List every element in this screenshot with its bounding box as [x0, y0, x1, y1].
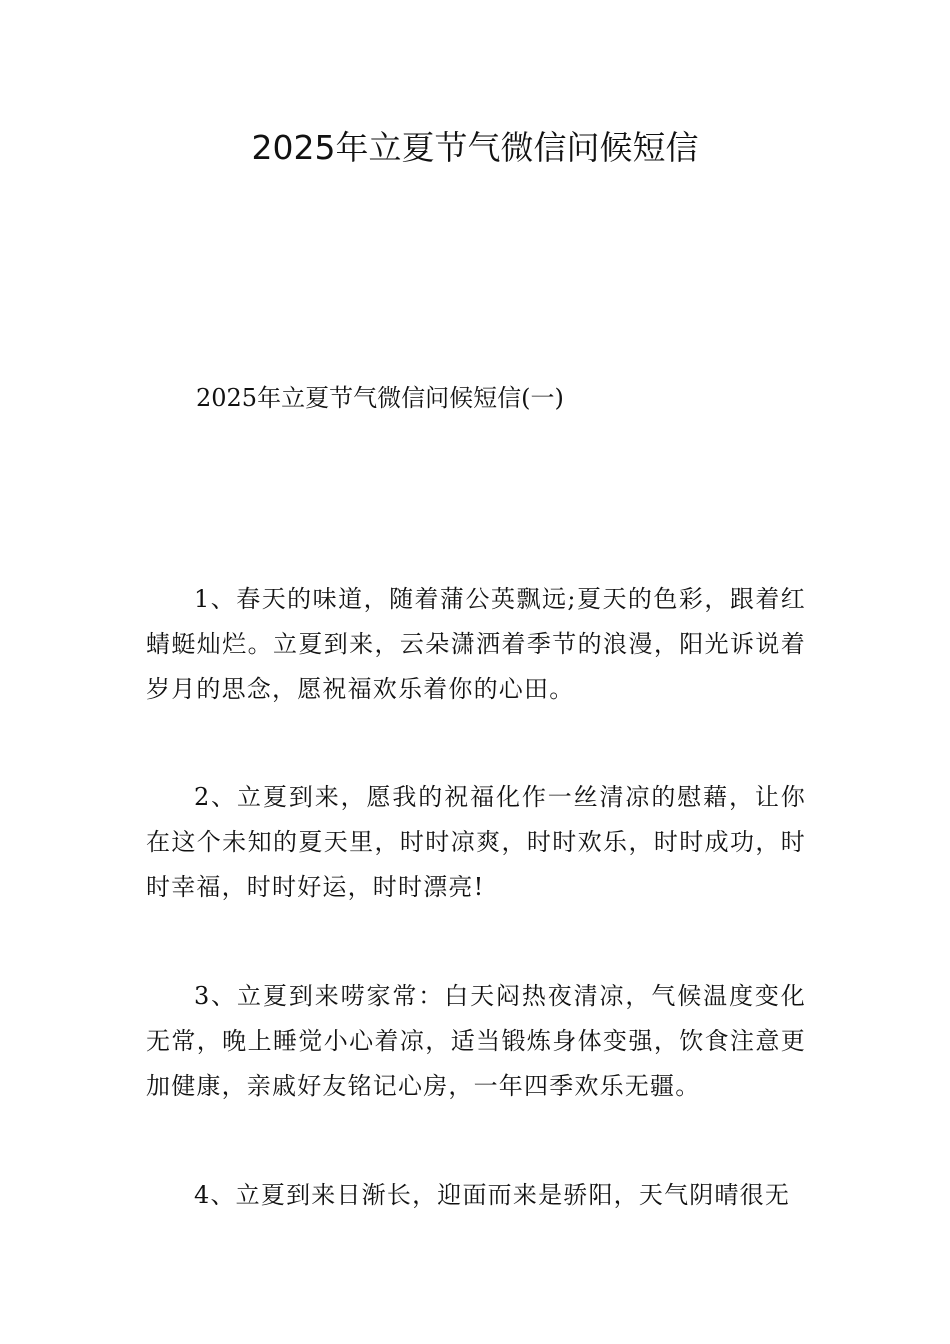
- section-heading: 2025年立夏节气微信问候短信(一): [196, 384, 564, 412]
- greeting-paragraph-2: 2、立夏到来，愿我的祝福化作一丝清凉的慰藉，让你在这个未知的夏天里，时时凉爽，时时欢乐，时时成功，时时幸福，时时好运，时时漂亮!: [146, 783, 806, 901]
- greeting-paragraph-1: 1、春天的味道，随着蒲公英飘远;夏天的色彩，跟着红蜻蜓灿烂。立夏到来，云朵潇洒着季节的浪漫，阳光诉说着岁月的思念，愿祝福欢乐着你的心田。: [146, 585, 806, 703]
- document-title: 2025年立夏节气微信问候短信: [251, 128, 699, 167]
- greeting-paragraph-4: 4、立夏到来日渐长，迎面而来是骄阳，天气阴晴很无: [194, 1181, 791, 1209]
- greeting-paragraph-3: 3、立夏到来唠家常：白天闷热夜清凉，气候温度变化无常，晚上睡觉小心着凉，适当锻炼身体变强，饮食注意更加健康，亲戚好友铭记心房，一年四季欢乐无疆。: [146, 982, 806, 1100]
